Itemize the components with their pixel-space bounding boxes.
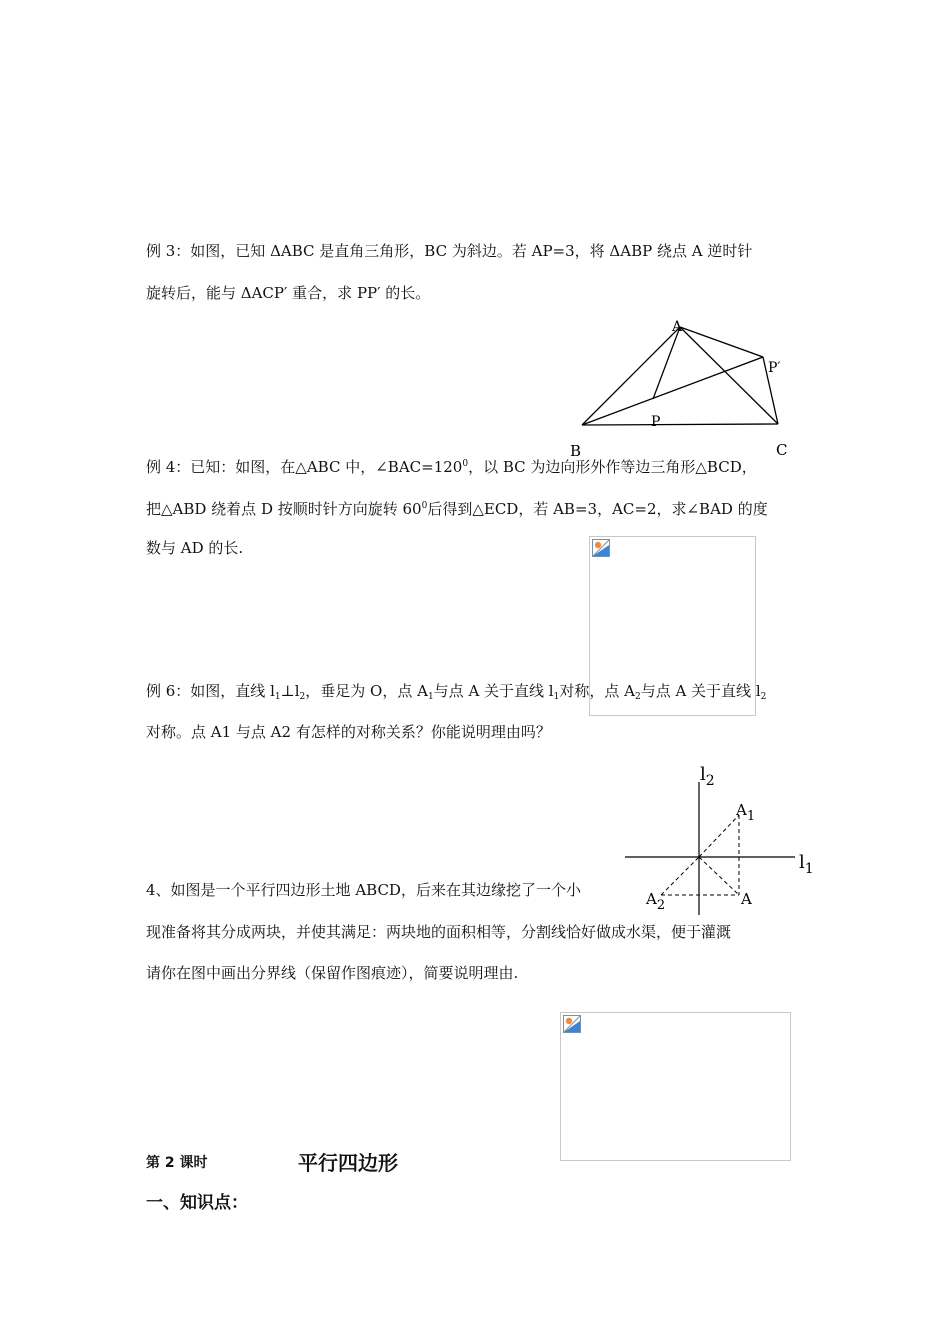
label-C: C <box>776 441 788 459</box>
label-A2: A2 <box>646 890 666 913</box>
example4-line-1: 例 4：已知：如图，在△ABC 中，$\angle BAC=120^0$，以 BC 为边向形外作等边三角形△BCD， <box>146 458 757 476</box>
problem4-line-1: 4、如图是一个平行四边形土地 ABCD，后来在其边缘挖了一个小 <box>146 881 581 899</box>
example3-line-1: 例 3：如图，已知 ΔABC 是直角三角形，BC 为斜边。若 AP=3，将 ΔABP 绕点 A 逆时针 <box>146 242 753 260</box>
broken-image-icon <box>592 539 610 557</box>
label-P: P <box>651 414 661 430</box>
example6-line-1: 例 6：如图，直线 $l_1\perp l_2$，垂足为 O，点 $A_1$与点 A 关于直线 $l_1$对称，点 $A_2$与点 A 关于直线 $l_2$ <box>146 682 767 702</box>
problem4-line-3: 请你在图中画出分界线（保留作图痕迹），简要说明理由. <box>146 964 519 982</box>
label-l1: $l_1$ <box>799 852 814 877</box>
label-P-prime: P′ <box>768 360 781 376</box>
section-heading: 一、知识点： <box>146 1193 248 1213</box>
example3-triangle-figure <box>560 315 820 465</box>
example6-line-2: 对称。点 A1 与点 A2 有怎样的对称关系？你能说明理由吗？ <box>146 723 551 741</box>
lesson-title: 平行四边形 <box>298 1151 398 1175</box>
label-A: A <box>672 319 683 335</box>
lesson-period: 第 2 课时 <box>146 1155 208 1171</box>
label-A: A <box>741 890 752 908</box>
broken-image-icon <box>563 1015 581 1033</box>
example3-line-2: 旋转后，能与 ΔACP′ 重合，求 PP′ 的长。 <box>146 284 431 302</box>
example4-line-3: 数与 AD 的长. <box>146 539 244 557</box>
label-A1: A1 <box>736 801 756 824</box>
label-l2: $l_2$ <box>700 764 715 789</box>
example6-axes-figure <box>615 760 830 920</box>
problem4-line-2: 现准备将其分成两块，并使其满足：两块地的面积相等，分割线恰好做成水渠，便于灌溉 <box>146 923 732 941</box>
example4-line-2: 把△ABD 绕着点 D 按顺时针方向旋转 $60^0$后得到△ECD，若 AB=3，AC=2，求∠BAD 的度 <box>146 500 768 518</box>
problem4-image-placeholder <box>560 1012 791 1161</box>
label-B: B <box>570 442 582 460</box>
